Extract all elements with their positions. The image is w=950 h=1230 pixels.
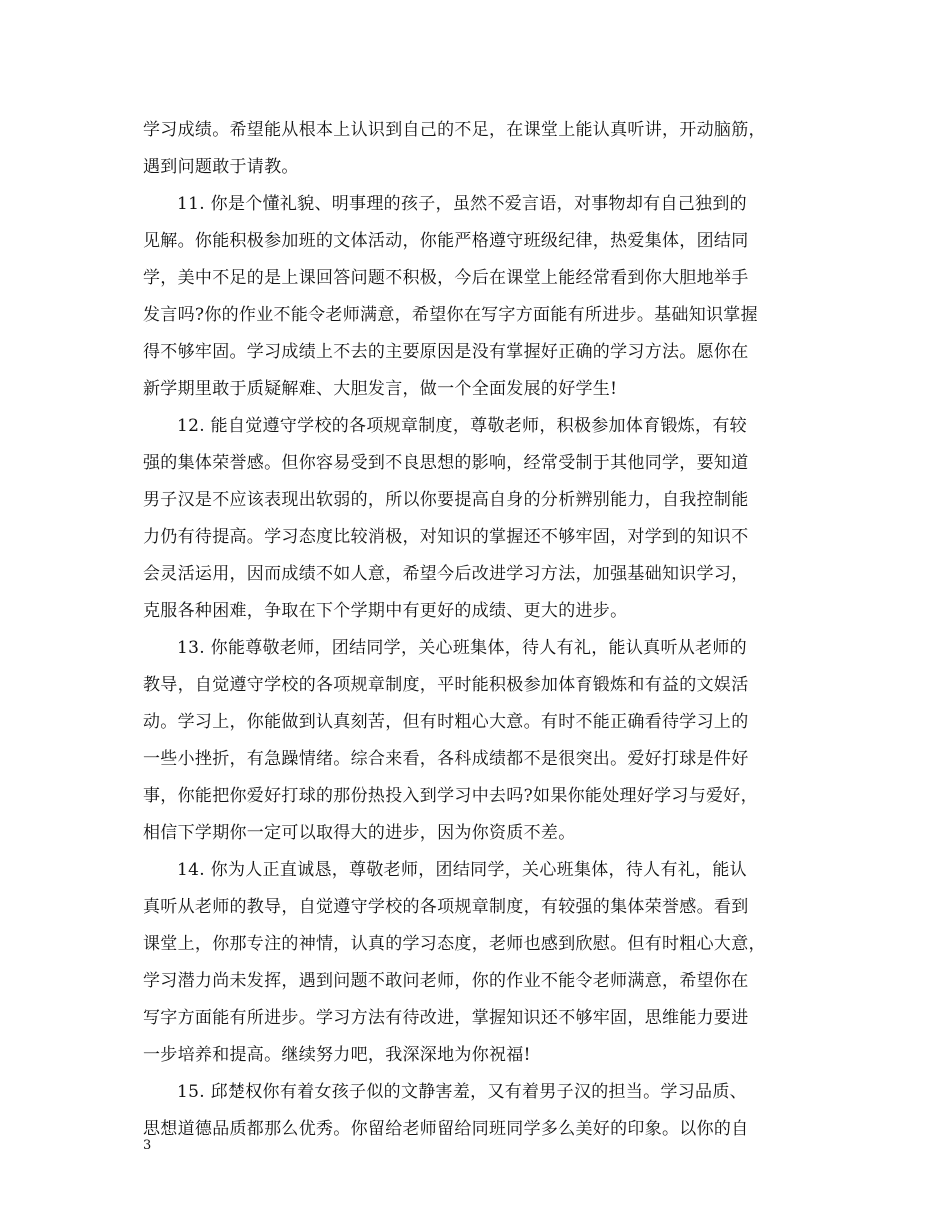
- text-line: 见解。你能积极参加班的文体活动，你能严格遵守班级纪律，热爱集体，团结同: [143, 231, 749, 251]
- paragraph-14-start: 14. 你为人正直诚恳，尊敬老师，团结同学，关心班集体，待人有礼，能认: [177, 860, 747, 880]
- text-line: 学习成绩。希望能从根本上认识到自己的不足，在课堂上能认真听讲，开动脑筋，: [143, 120, 766, 140]
- text-line: 相信下学期你一定可以取得大的进步，因为你资质不差。: [143, 823, 576, 843]
- text-line: 遇到问题敢于请教。: [143, 157, 299, 177]
- text-line: 真听从老师的教导，自觉遵守学校的各项规章制度，有较强的集体荣誉感。看到: [143, 897, 749, 917]
- paragraph-12-start: 12. 能自觉遵守学校的各项规章制度，尊敬老师，积极参加体育锻炼，有较: [177, 416, 747, 436]
- page-number: 3: [143, 1138, 152, 1153]
- text-line: 学，美中不足的是上课回答问题不积极，今后在课堂上能经常看到你大胆地举手: [143, 268, 749, 288]
- text-line: 克服各种困难，争取在下个学期中有更好的成绩、更大的进步。: [143, 601, 628, 621]
- text-line: 动。学习上，你能做到认真刻苦，但有时粗心大意。有时不能正确看待学习上的: [143, 712, 749, 732]
- text-line: 事，你能把你爱好打球的那份热投入到学习中去吗?如果你能处理好学习与爱好，: [143, 786, 758, 806]
- text-line: 力仍有待提高。学习态度比较消极，对知识的掌握还不够牢固，对学到的知识不: [143, 527, 749, 547]
- text-line: 课堂上，你那专注的神情，认真的学习态度，老师也感到欣慰。但有时粗心大意，: [143, 934, 766, 954]
- text-line: 得不够牢固。学习成绩上不去的主要原因是没有掌握好正确的学习方法。愿你在: [143, 342, 749, 362]
- text-line: 强的集体荣誉感。但你容易受到不良思想的影响，经常受制于其他同学，要知道: [143, 453, 749, 473]
- paragraph-11-start: 11. 你是个懂礼貌、明事理的孩子，虽然不爱言语，对事物却有自己独到的: [177, 194, 747, 214]
- text-line: 教导，自觉遵守学校的各项规章制度，平时能积极参加体育锻炼和有益的文娱活: [143, 675, 749, 695]
- text-line: 写字方面能有所进步。学习方法有待改进，掌握知识还不够牢固，思维能力要进: [143, 1008, 749, 1028]
- text-line: 学习潜力尚未发挥，遇到问题不敢问老师，你的作业不能令老师满意，希望你在: [143, 971, 749, 991]
- text-line: 会灵活运用，因而成绩不如人意，希望今后改进学习方法，加强基础知识学习，: [143, 564, 749, 584]
- paragraph-13-start: 13. 你能尊敬老师，团结同学，关心班集体，待人有礼，能认真听从老师的: [177, 638, 747, 658]
- text-line: 新学期里敢于质疑解难、大胆发言，做一个全面发展的好学生!: [143, 379, 618, 399]
- text-line: 思想道德品质都那么优秀。你留给老师留给同班同学多么美好的印象。以你的自: [143, 1119, 749, 1139]
- text-line: 一步培养和提高。继续努力吧，我深深地为你祝福!: [143, 1045, 531, 1065]
- paragraph-15-start: 15. 邱楚权你有着女孩子似的文静害羞，又有着男子汉的担当。学习品质、: [177, 1082, 747, 1102]
- text-line: 一些小挫折，有急躁情绪。综合来看，各科成绩都不是很突出。爱好打球是件好: [143, 749, 749, 769]
- text-line: 发言吗?你的作业不能令老师满意，希望你在写字方面能有所进步。基础知识掌握: [143, 305, 758, 325]
- text-line: 男子汉是不应该表现出软弱的，所以你要提高自身的分析辨别能力，自我控制能: [143, 490, 749, 510]
